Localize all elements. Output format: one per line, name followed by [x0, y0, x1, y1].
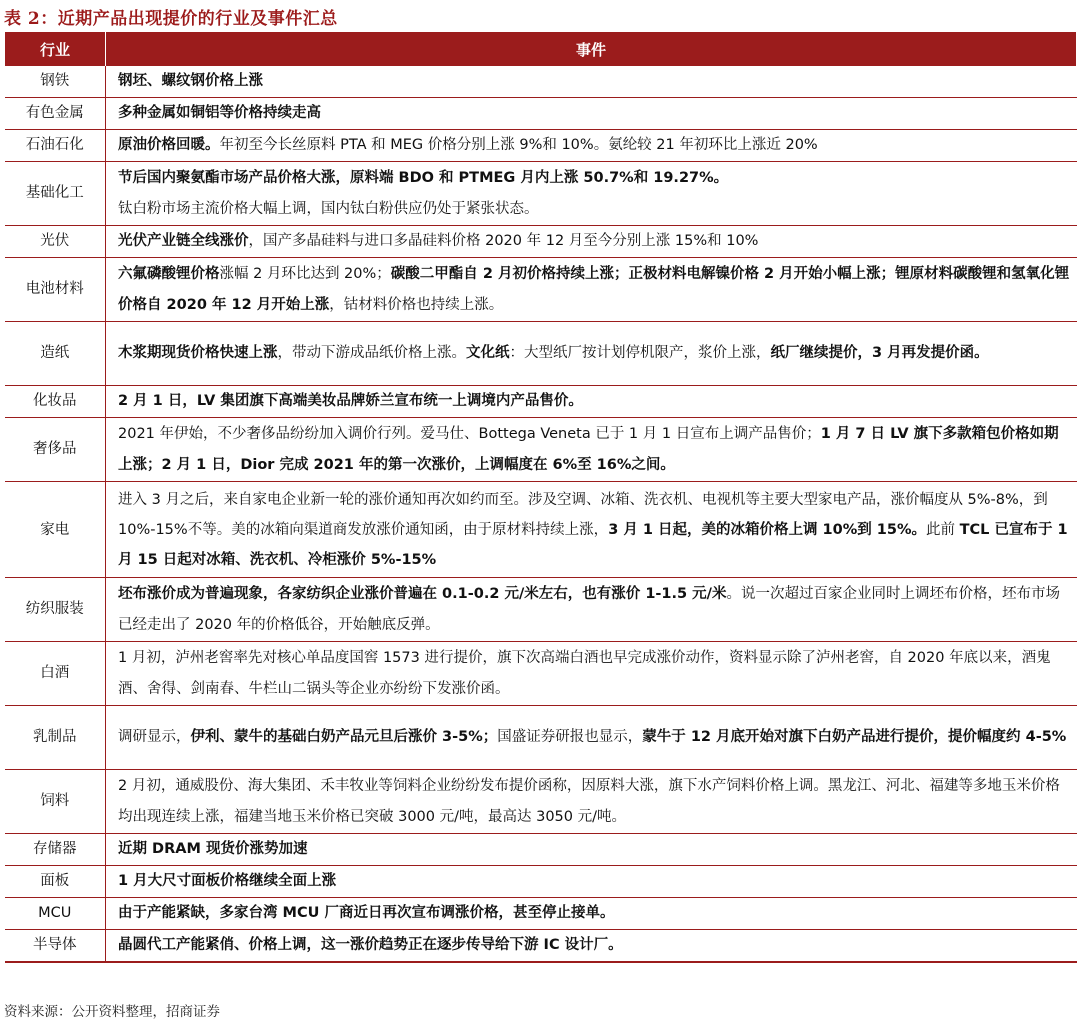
- event-text-bold: 纸厂继续提价，3 月再发提价函。: [770, 345, 989, 361]
- event-text-bold: 多种金属如铜铝等价格持续走高: [118, 105, 321, 121]
- industry-cell: 饲料: [5, 770, 106, 834]
- industry-cell: 电池材料: [5, 258, 106, 322]
- table-caption: 表 2：近期产品出现提价的行业及事件汇总: [4, 9, 338, 29]
- industry-cell: 乳制品: [5, 706, 106, 770]
- event-text-bold: 近期 DRAM 现货价涨势加速: [118, 841, 308, 857]
- table-row: [5, 98, 1077, 130]
- event-text: 调研显示，: [118, 729, 191, 745]
- event-cell: [106, 322, 1077, 386]
- event-text-bold: 2 月 1 日，LV 集团旗下高端美妆品牌娇兰宣布统一上调境内产品售价。: [118, 393, 583, 409]
- event-cell: [106, 898, 1077, 930]
- industry-cell: 奢侈品: [5, 418, 106, 482]
- industry-cell: 基础化工: [5, 162, 106, 226]
- event-text: ，国产多晶硅料与进口多晶硅料价格 2020 年 12 月至今分别上涨 15%和 10%: [248, 233, 759, 249]
- industry-cell: 存储器: [5, 834, 106, 866]
- event-text-bold: 由于产能紧缺，多家台湾 MCU 厂商近日再次宣布调涨价格，甚至停止接单。: [118, 905, 615, 921]
- table-row: [5, 834, 1077, 866]
- table-row: [5, 642, 1077, 706]
- table-row: [5, 418, 1077, 482]
- event-cell: [106, 770, 1077, 834]
- table-row: [5, 578, 1077, 642]
- event-cell: [106, 162, 1077, 226]
- industry-cell: MCU: [5, 898, 106, 930]
- header-event: 事件: [106, 32, 1077, 66]
- event-text: 1 月初，泸州老窖率先对核心单品度国窖 1573 进行提价，旗下次高端白酒也早完成涨价动作，资料显示除了泸州老窖，自 2020 年底以来，酒鬼酒、舍得、剑南春、牛栏山二锅头等企业亦纷纷下发涨价函。: [118, 649, 1051, 697]
- table-row: [5, 322, 1077, 386]
- industry-cell: 光伏: [5, 226, 106, 258]
- table-row: [5, 226, 1077, 258]
- event-text-bold: 1 月 7 日 LV 旗下多款箱包价格如期上涨；2 月 1 日，Dior 完成 2021 年的第一次涨价，上调幅度在 6%至 16%之间。: [118, 425, 1059, 473]
- event-cell: [106, 98, 1077, 130]
- event-text: 涨幅 2 月环比达到 20%；: [219, 265, 391, 282]
- event-text: 年初至今长丝原料 PTA 和 MEG 价格分别上涨 9%和 10%。氨纶较 21 年初环比上涨近 20%: [219, 137, 818, 153]
- table-row: [5, 482, 1077, 578]
- table-row: [5, 386, 1077, 418]
- header-industry: 行业: [5, 32, 106, 66]
- event-cell: [106, 930, 1077, 963]
- event-cell: [106, 578, 1077, 642]
- event-cell: [106, 386, 1077, 418]
- event-text: ，带动下游成品纸价格上涨。: [277, 345, 466, 361]
- event-text-bold: 六氟磷酸锂价格: [118, 265, 220, 282]
- event-text: 国盛证券研报也显示，: [497, 729, 643, 745]
- industry-cell: 石油石化: [5, 130, 106, 162]
- table-row: [5, 706, 1077, 770]
- event-text: 2021 年伊始，不少奢侈品纷纷加入调价行列。爱马仕、Bottega Veneta 已于 1 月 1 日宣布上调产品售价；: [118, 425, 821, 442]
- event-text-bold: 坯布涨价成为普遍现象，各家纺织企业涨价普遍在 0.1-0.2 元/米左右，也有涨价 1-1.5 元/米: [118, 585, 727, 602]
- industry-cell: 钢铁: [5, 66, 106, 98]
- event-text-bold: 蒙牛于 12 月底开始对旗下白奶产品进行提价，提价幅度约 4-5%: [642, 729, 1067, 745]
- table-row: [5, 258, 1077, 322]
- event-text-bold: 碳酸二甲酯自 2 月初价格持续上涨；正极材料电解镍价格 2 月开始小幅上涨；锂原材料碳酸锂和氢氧化锂价格自 2020 年 12 月开始上涨: [118, 265, 1070, 313]
- event-cell: [106, 834, 1077, 866]
- event-cell: [106, 866, 1077, 898]
- event-cell: [106, 706, 1077, 770]
- industry-cell: 白酒: [5, 642, 106, 706]
- price-increase-table: [4, 32, 1077, 963]
- industry-cell: 半导体: [5, 930, 106, 963]
- table-row: [5, 930, 1077, 963]
- event-cell: [106, 642, 1077, 706]
- event-text-bold: TCL 已宣布于 1 月 15 日起对冰箱、洗衣机、冷柜涨价 5%-15%: [118, 521, 1068, 568]
- event-text-bold: 3 月 1 日起，美的冰箱价格上调 10%到 15%。: [608, 521, 927, 538]
- table-row: [5, 898, 1077, 930]
- event-text: 进入 3 月之后，来自家电企业新一轮的涨价通知再次如约而至。涉及空调、冰箱、洗衣机、电视机等主要大型家电产品，涨价幅度从 5%-8%，到 10%-15%不等。美的冰箱向渠道商发放涨价通知函，由于原材料持续上涨，: [118, 491, 1048, 538]
- table-row: [5, 162, 1077, 226]
- event-text: ，钴材料价格也持续上涨。: [329, 296, 504, 313]
- event-cell: [106, 258, 1077, 322]
- table-row: [5, 66, 1077, 98]
- event-text-bold: 1 月大尺寸面板价格继续全面上涨: [118, 873, 337, 889]
- event-cell: [106, 226, 1077, 258]
- industry-cell: 化妆品: [5, 386, 106, 418]
- event-text-bold: 文化纸: [466, 345, 510, 361]
- event-text-bold: 伊利、蒙牛的基础白奶产品元旦后涨价 3-5%；: [190, 729, 498, 745]
- industry-cell: 面板: [5, 866, 106, 898]
- event-text: 。说一次超过百家企业同时上调坯布价格，坯布市场已经走出了 2020 年的价格低谷，开始触底反弹。: [118, 585, 1060, 633]
- industry-cell: 有色金属: [5, 98, 106, 130]
- table-header-row: [5, 32, 1077, 66]
- event-cell: [106, 66, 1077, 98]
- event-text-bold: 钢坯、螺纹钢价格上涨: [118, 73, 263, 89]
- table-row: [5, 866, 1077, 898]
- industry-cell: 家电: [5, 482, 106, 578]
- event-cell: [106, 418, 1077, 482]
- event-cell: [106, 482, 1077, 578]
- event-text-bold: 原油价格回暖。: [118, 137, 220, 153]
- event-text-bold: 节后国内聚氨酯市场产品价格大涨，原料端 BDO 和 PTMEG 月内上涨 50.7%和 19.27%。: [118, 169, 729, 186]
- event-text-bold: 木浆期现货价格快速上涨: [118, 345, 278, 361]
- industry-cell: 纺织服装: [5, 578, 106, 642]
- event-text: 2 月初，通威股份、海大集团、禾丰牧业等饲料企业纷纷发布提价函称，因原料大涨，旗下水产饲料价格上调。黑龙江、河北、福建等多地玉米价格均出现连续上涨，福建当地玉米价格已突破 3000 元/吨，最高达 3050 元/吨。: [118, 777, 1060, 825]
- table-row: [5, 770, 1077, 834]
- event-text: 此前: [926, 521, 960, 538]
- event-text-bold: 光伏产业链全线涨价: [118, 233, 249, 249]
- event-text: 钛白粉市场主流价格大幅上调，国内钛白粉供应仍处于紧张状态。: [118, 200, 539, 217]
- table-row: [5, 130, 1077, 162]
- industry-cell: 造纸: [5, 322, 106, 386]
- event-text-bold: 晶圆代工产能紧俏、价格上调，这一涨价趋势正在逐步传导给下游 IC 设计厂。: [118, 937, 623, 953]
- source-note: 资料来源：公开资料整理，招商证券: [4, 1004, 220, 1020]
- event-cell: [106, 130, 1077, 162]
- event-text: ：大型纸厂按计划停机限产，浆价上涨，: [509, 345, 771, 361]
